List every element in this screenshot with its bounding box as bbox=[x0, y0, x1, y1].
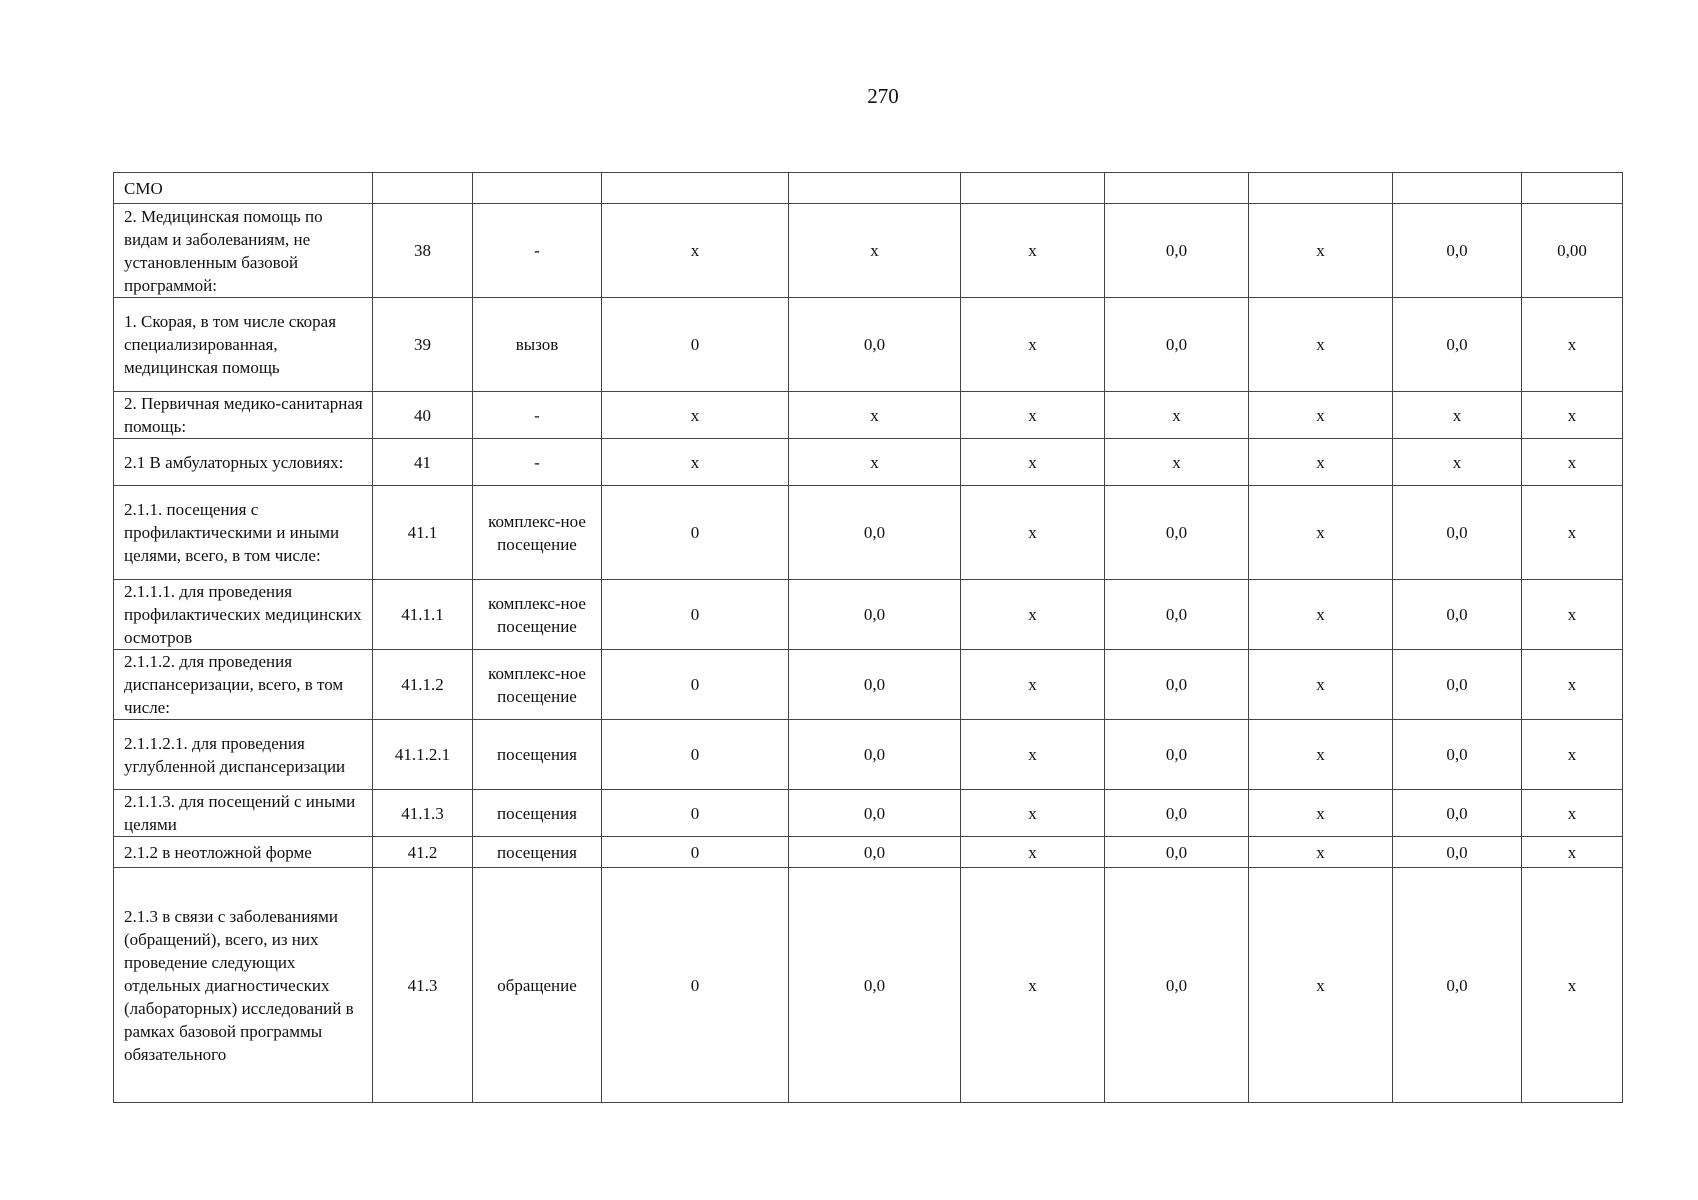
table-cell: 0,0 bbox=[1393, 868, 1522, 1103]
table-cell bbox=[789, 173, 961, 204]
table-cell: 0,0 bbox=[1393, 650, 1522, 720]
table-cell: х bbox=[1249, 580, 1393, 650]
table-cell: 41.1.2.1 bbox=[373, 720, 473, 790]
table-cell: 39 bbox=[373, 298, 473, 392]
table-cell: 0,0 bbox=[1105, 486, 1249, 580]
table-cell: 0,0 bbox=[1105, 204, 1249, 298]
table-cell: х bbox=[789, 439, 961, 486]
table-cell: 0 bbox=[602, 298, 789, 392]
table-cell: х bbox=[1522, 392, 1623, 439]
table-cell: х bbox=[1393, 392, 1522, 439]
table-row bbox=[114, 486, 1623, 580]
table-cell: 41 bbox=[373, 439, 473, 486]
table-row bbox=[114, 837, 1623, 868]
data-table bbox=[113, 172, 1623, 1103]
table-cell: 0 bbox=[602, 837, 789, 868]
table-cell: х bbox=[961, 392, 1105, 439]
table-cell: посещения bbox=[473, 720, 602, 790]
table-cell: 41.1.1 bbox=[373, 580, 473, 650]
table-cell: 41.1 bbox=[373, 486, 473, 580]
table-cell: 0,0 bbox=[1105, 298, 1249, 392]
table-cell: 0 bbox=[602, 486, 789, 580]
table-cell: 0,0 bbox=[789, 298, 961, 392]
table-row bbox=[114, 580, 1623, 650]
table-cell: 0,0 bbox=[1393, 204, 1522, 298]
page-number: 270 bbox=[867, 84, 899, 108]
table-cell: х bbox=[961, 868, 1105, 1103]
table-cell: х bbox=[1249, 790, 1393, 837]
table-cell: х bbox=[961, 837, 1105, 868]
table-cell: обращение bbox=[473, 868, 602, 1103]
table-cell bbox=[1393, 173, 1522, 204]
table-cell: 0,0 bbox=[789, 868, 961, 1103]
row-label-cell: 2.1.1.3. для посещений с иными целями bbox=[114, 790, 373, 837]
table-cell: 0 bbox=[602, 720, 789, 790]
table-cell: х bbox=[1522, 298, 1623, 392]
table-cell: 0,0 bbox=[1393, 580, 1522, 650]
table-cell: 41.1.2 bbox=[373, 650, 473, 720]
table-cell: посещения bbox=[473, 837, 602, 868]
table-cell: х bbox=[1249, 204, 1393, 298]
table-cell: 0,0 bbox=[1393, 790, 1522, 837]
table-cell: 0,0 bbox=[789, 486, 961, 580]
table-cell: 41.3 bbox=[373, 868, 473, 1103]
table-cell: 0 bbox=[602, 868, 789, 1103]
table-cell bbox=[1105, 173, 1249, 204]
table-cell: х bbox=[961, 720, 1105, 790]
table-cell bbox=[1249, 173, 1393, 204]
table-row bbox=[114, 298, 1623, 392]
table-cell bbox=[473, 173, 602, 204]
table-cell: х bbox=[602, 392, 789, 439]
table-cell: х bbox=[1522, 486, 1623, 580]
table-row bbox=[114, 868, 1623, 1103]
table-row bbox=[114, 790, 1623, 837]
table-cell: - bbox=[473, 392, 602, 439]
row-label-cell: 2.1 В амбулаторных условиях: bbox=[114, 439, 373, 486]
row-label-cell: 2. Медицинская помощь по видам и заболеваниям, не установленным базовой программой: bbox=[114, 204, 373, 298]
table-cell: посещения bbox=[473, 790, 602, 837]
table-cell: 0,0 bbox=[789, 837, 961, 868]
table-cell: х bbox=[1249, 650, 1393, 720]
table-cell: х bbox=[1522, 580, 1623, 650]
table-cell: вызов bbox=[473, 298, 602, 392]
table-cell: х bbox=[1522, 868, 1623, 1103]
row-label-cell: 2. Первичная медико-санитарная помощь: bbox=[114, 392, 373, 439]
row-label-cell: СМО bbox=[114, 173, 373, 204]
table-cell: х bbox=[961, 298, 1105, 392]
table-cell: х bbox=[1249, 837, 1393, 868]
table-cell: х bbox=[1105, 392, 1249, 439]
table-row bbox=[114, 650, 1623, 720]
table-cell: - bbox=[473, 439, 602, 486]
table-cell: 0,0 bbox=[1105, 580, 1249, 650]
table-cell: х bbox=[1249, 868, 1393, 1103]
row-label-cell: 2.1.1.2.1. для проведения углубленной диспансеризации bbox=[114, 720, 373, 790]
table-cell: комплекс-ное посещение bbox=[473, 650, 602, 720]
table-cell: 0,0 bbox=[1393, 720, 1522, 790]
table-cell: - bbox=[473, 204, 602, 298]
table-cell: х bbox=[1249, 439, 1393, 486]
table-cell: х bbox=[1522, 720, 1623, 790]
table-cell: х bbox=[1249, 486, 1393, 580]
row-label-cell: 2.1.1.2. для проведения диспансеризации, всего, в том числе: bbox=[114, 650, 373, 720]
table-row bbox=[114, 173, 1623, 204]
table-row bbox=[114, 204, 1623, 298]
table-cell: х bbox=[602, 204, 789, 298]
table-row bbox=[114, 720, 1623, 790]
row-label-cell: 2.1.1. посещения с профилактическими и иными целями, всего, в том числе: bbox=[114, 486, 373, 580]
table-cell: х bbox=[1249, 720, 1393, 790]
table-cell: 0,0 bbox=[1105, 837, 1249, 868]
table-cell: х bbox=[961, 439, 1105, 486]
table-cell: х bbox=[1249, 392, 1393, 439]
table-cell bbox=[373, 173, 473, 204]
table-cell: комплекс-ное посещение bbox=[473, 486, 602, 580]
table-cell bbox=[1522, 173, 1623, 204]
row-label-cell: 2.1.2 в неотложной форме bbox=[114, 837, 373, 868]
table-cell: х bbox=[961, 486, 1105, 580]
table-cell: х bbox=[789, 204, 961, 298]
table-cell: 38 bbox=[373, 204, 473, 298]
table-cell: х bbox=[1522, 650, 1623, 720]
table-cell: х bbox=[961, 650, 1105, 720]
table-cell: 40 bbox=[373, 392, 473, 439]
table-row bbox=[114, 439, 1623, 486]
table-cell bbox=[961, 173, 1105, 204]
table-cell: 0,0 bbox=[1105, 868, 1249, 1103]
table-cell: 41.2 bbox=[373, 837, 473, 868]
table-cell: 0,0 bbox=[789, 650, 961, 720]
table-cell: 0,0 bbox=[1393, 298, 1522, 392]
table-cell: х bbox=[1393, 439, 1522, 486]
row-label-cell: 2.1.1.1. для проведения профилактических медицинских осмотров bbox=[114, 580, 373, 650]
row-label-cell: 1. Скорая, в том числе скорая специализированная, медицинская помощь bbox=[114, 298, 373, 392]
table-cell: х bbox=[961, 580, 1105, 650]
table-cell: 41.1.3 bbox=[373, 790, 473, 837]
table-cell: х bbox=[602, 439, 789, 486]
table-cell bbox=[602, 173, 789, 204]
table-cell: комплекс-ное посещение bbox=[473, 580, 602, 650]
table-cell: 0,0 bbox=[1393, 837, 1522, 868]
table-cell: х bbox=[1105, 439, 1249, 486]
table-cell: х bbox=[1522, 790, 1623, 837]
table-cell: 0,0 bbox=[789, 720, 961, 790]
table-cell: х bbox=[1522, 439, 1623, 486]
table-cell: х bbox=[1249, 298, 1393, 392]
table-cell: х bbox=[961, 790, 1105, 837]
table-cell: х bbox=[961, 204, 1105, 298]
row-label-cell: 2.1.3 в связи с заболеваниями (обращений), всего, из них проведение следующих отдельных диагностических (лабораторных) исследований в рамках базовой программы обязательного bbox=[114, 868, 373, 1103]
table-cell: х bbox=[1522, 837, 1623, 868]
table-cell: 0 bbox=[602, 580, 789, 650]
table-cell: 0,0 bbox=[1105, 720, 1249, 790]
table-cell: 0 bbox=[602, 790, 789, 837]
table-cell: 0,0 bbox=[789, 580, 961, 650]
table-cell: 0,0 bbox=[789, 790, 961, 837]
table-row bbox=[114, 392, 1623, 439]
table-cell: 0,0 bbox=[1105, 790, 1249, 837]
table-cell: 0,0 bbox=[1393, 486, 1522, 580]
table-cell: 0,00 bbox=[1522, 204, 1623, 298]
table-cell: х bbox=[789, 392, 961, 439]
table-cell: 0,0 bbox=[1105, 650, 1249, 720]
table-cell: 0 bbox=[602, 650, 789, 720]
